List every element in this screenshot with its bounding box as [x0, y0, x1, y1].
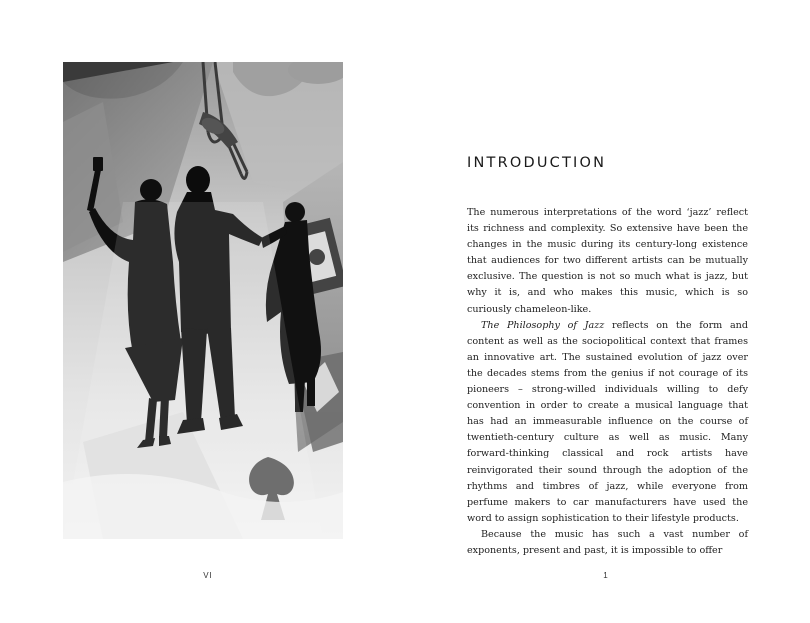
illustration-artwork: [63, 62, 343, 539]
paragraph: [467, 318, 748, 527]
paragraph: Because the music has such a vast number of exponents, present and past, it is impossible to offer: [467, 528, 748, 556]
paragraph: The numerous interpretations of the word ‘jazz’ reflect its richness and complexity. So extensive have been the changes in the music during its century-long existence that audiences for two different artists can be mutually exclusive. The question is not so much what is jazz, but why it is, and who makes this music, which is so curiously chameleon-like.: [467, 207, 748, 315]
body-text: [467, 205, 748, 559]
book-title: The Philosophy of Jazz: [481, 319, 605, 331]
jazz-dancers-illustration: [63, 62, 343, 539]
paragraph-text: reflects on the form and content as well as the sociopolitical context that frames an innovative art. The sustained evolution of jazz over the decades stems from the genius if not courage of its pioneers – strong-willed individuals willing to defy convention in order to create a musical language that has had an immeasurable influence on the course of twentieth-century culture as well as music. Many forward-thinking classical and rock artists have reinvigorated their sound through the adoption of the rhythms and timbres of jazz, while everyone from perfume makers to car manufacturers have used the word to assign sophistication to their lifestyle products.: [467, 319, 748, 524]
left-page-number: VI: [203, 571, 213, 580]
right-page-number: 1: [603, 571, 609, 580]
chapter-heading: INTRODUCTION: [467, 155, 607, 171]
